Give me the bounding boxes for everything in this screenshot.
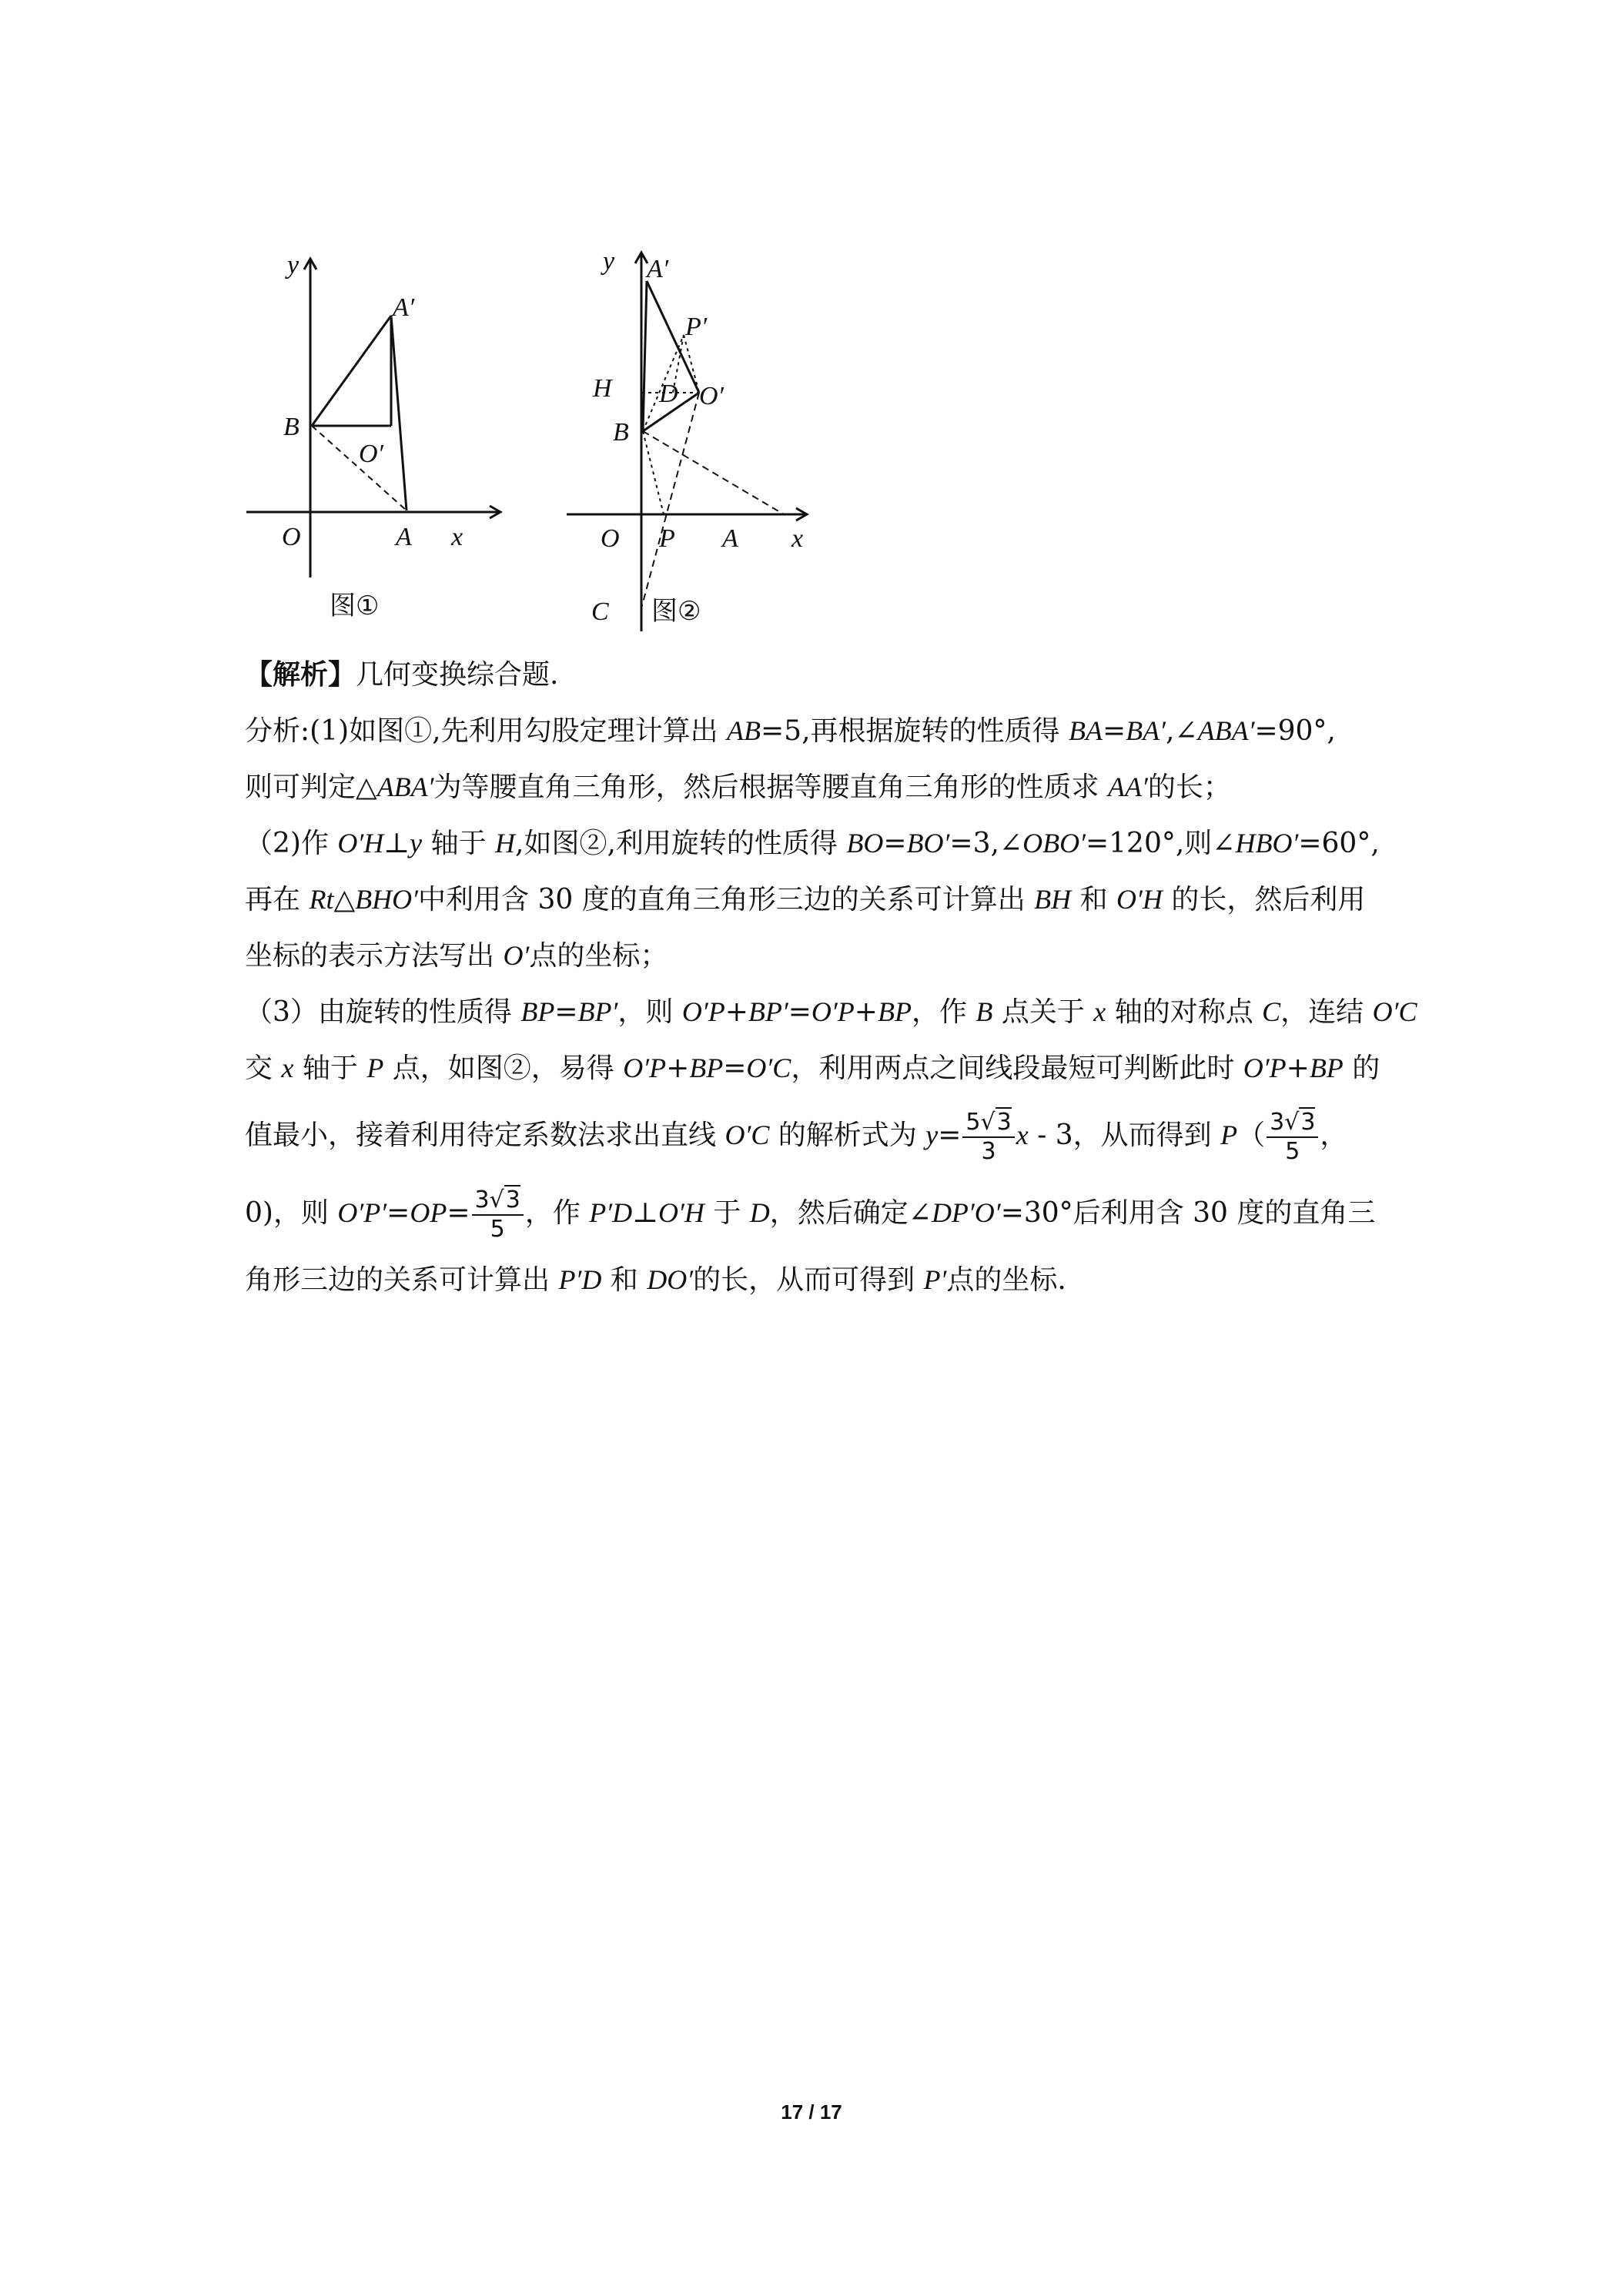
fig1-dashed-ba [312,426,407,510]
fig2-dotted-bp [643,431,664,514]
solution-line-3: （2)作 O′H⊥y 轴于 H,如图②,利用旋转的性质得 BO=BO′=3,∠OBO′=120°,则∠HBO′=60°, [245,828,1380,859]
fig1-label-a-prime: A′ [393,293,415,322]
fig2-label-o-prime: O′ [699,382,724,410]
fig2-label-h: H [593,374,612,403]
solution-line-8: 值最小，接着利用待定系数法求出直线 O′C 的解析式为 y= $\frac{5√3}{3}$ x - 3，从而得到 P（ $\frac{3√3}{5}$ ， [245,1109,1348,1165]
solution-line-10: 角形三边的关系可计算出 P′D 和 DO′的长，从而可得到 P′点的坐标. [245,1264,1066,1296]
fraction-slope: $\frac{5√3}{3}$ [962,1109,1014,1166]
fig2-label-p-prime: P′ [685,313,708,341]
fig1-segment-a-prime-a [391,316,407,510]
solution-line-5: 坐标的表示方法写出 O′点的坐标； [245,940,668,972]
fig2-label-b: B [613,418,629,447]
fig2-segment-a-prime-b [643,281,647,431]
fig1-label-y: y [287,251,300,279]
fig2-label-a-prime: A′ [647,255,669,283]
solution-line-6: （3）由旋转的性质得 BP=BP′，则 O′P+BP′=O′P+BP，作 B 点关于 x 轴的对称点 C，连结 O′C [245,996,1417,1028]
solution-line-7: 交 x 轴于 P 点，如图②，易得 O′P+BP=O′C，利用两点之间线段最短可判断此时 O′P+BP 的 [245,1053,1380,1084]
fig2-label-o: O [601,524,620,553]
fig1-caption: 图① [330,591,380,621]
solution-heading [245,647,1392,703]
fraction-p-x: $\frac{3√3}{5}$ [1267,1109,1318,1166]
fig2-label-x: x [791,524,804,553]
solution-line-2: 则可判定△ABA′为等腰直角三角形，然后根据等腰直角三角形的性质求 AA′的长； [245,771,1231,803]
solution-line-9: 0)，则 O′P′=OP= $\frac{3√3}{5}$ ，作 P′D⊥O′H 于 D，然后确定∠DP′O′=30°后利用含 30 度的直角三 [245,1186,1376,1243]
solution-line-1: 分析:(1)如图①,先利用勾股定理计算出 AB=5,再根据旋转的性质得 BA=BA′,∠ABA′=90°, [245,715,1336,747]
figure-1 [245,246,522,631]
fig2-label-p: P [659,524,675,553]
fig2-label-d: D [659,380,678,408]
solution-text [245,647,1417,1308]
fig1-segment-ba-prime [312,316,391,426]
fig1-label-o: O [282,523,301,551]
solution-heading-label: 【解析】 [245,658,356,691]
solution-heading-topic: 几何变换综合题. [356,659,559,691]
fig2-dashed-ba [643,431,784,514]
fraction-op: $\frac{3√3}{5}$ [472,1186,524,1243]
fig2-label-c: C [591,597,609,626]
fig1-label-o-prime: O′ [359,440,383,468]
figure-2 [561,246,828,631]
fig2-label-y: y [603,247,615,276]
fig2-label-a: A [722,524,738,553]
fig2-caption: 图② [651,596,701,627]
fig1-label-a: A [396,523,412,551]
page-number: 17 / 17 [781,2100,842,2124]
fig1-label-x: x [451,523,463,551]
fig1-label-b: B [283,413,300,441]
solution-line-4: 再在 Rt△BHO′中利用含 30 度的直角三角形三边的关系可计算出 BH 和 O′H 的长，然后利用 [245,884,1366,915]
